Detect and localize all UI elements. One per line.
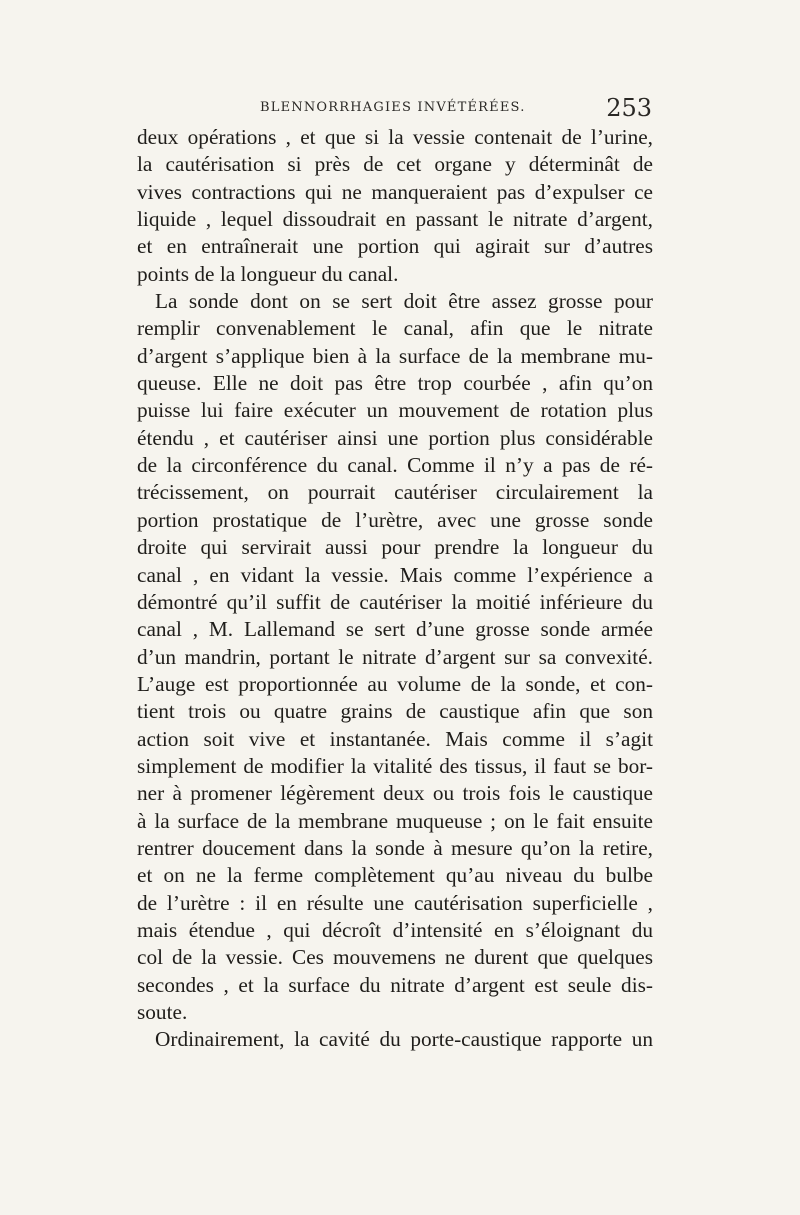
text-line: liquide , lequel dissoudrait en passant le nitrate d’argent,: [137, 207, 653, 232]
text-line: mais étendue , qui décroît d’intensité en s’éloignant du: [137, 917, 653, 942]
text-line: canal , en vidant la vessie. Mais comme l’expérience a: [137, 562, 653, 587]
text-line: canal , M. Lallemand se sert d’une grosse sonde armée: [137, 617, 653, 642]
text-line: la cautérisation si près de cet organe y déterminât de: [137, 152, 653, 177]
text-line: points de la longueur du canal.: [137, 261, 399, 286]
text-line: et en entraînerait une portion qui agirait sur d’autres: [137, 234, 653, 259]
text-line: de la circonférence du canal. Comme il n’y a pas de ré-: [137, 453, 653, 478]
text-line: trécissement, on pourrait cautériser circulairement la: [137, 480, 653, 505]
text-line: rentrer doucement dans la sonde à mesure qu’on la retire,: [137, 835, 653, 860]
text-line: remplir convenablement le canal, afin que le nitrate: [137, 316, 653, 341]
page-number: 253: [606, 94, 652, 122]
text-line: puisse lui faire exécuter un mouvement de rotation plus: [137, 398, 653, 423]
text-line: d’argent s’applique bien à la surface de la membrane mu-: [137, 343, 653, 368]
text-line: soute.: [137, 1000, 188, 1024]
running-head: BLENNORRHAGIES INVÉTÉRÉES.: [260, 100, 526, 115]
text-line: ner à promener légèrement deux ou trois fois le caustique: [137, 781, 653, 806]
paragraph-start-line: La sonde dont on se sert doit être assez grosse pour: [155, 289, 653, 314]
text-line: démontré qu’il suffit de cautériser la moitié inférieure du: [137, 589, 653, 614]
page-header: [140, 94, 660, 124]
text-line: et on ne la ferme complètement qu’au niveau du bulbe: [137, 863, 653, 888]
text-line: deux opérations , et que si la vessie contenait de l’urine,: [137, 125, 653, 149]
text-line: à la surface de la membrane muqueuse ; on le fait ensuite: [137, 808, 653, 833]
text-line: col de la vessie. Ces mouvemens ne durent que quelques: [137, 945, 653, 970]
text-line: portion prostatique de l’urètre, avec une grosse sonde: [137, 507, 653, 532]
paragraph-start-line: Ordinairement, la cavité du porte-caustique rapporte un: [155, 1027, 653, 1052]
text-line: d’un mandrin, portant le nitrate d’argent sur sa convexité.: [137, 644, 653, 669]
text-line: étendu , et cautériser ainsi une portion plus considérable: [137, 425, 653, 450]
text-line: L’auge est proportionnée au volume de la sonde, et con-: [137, 671, 653, 696]
text-line: vives contractions qui ne manqueraient pas d’expulser ce: [137, 179, 653, 204]
text-line: secondes , et la surface du nitrate d’argent est seule dis-: [137, 972, 653, 997]
text-line: simplement de modifier la vitalité des tissus, il faut se bor-: [137, 753, 653, 778]
text-line: droite qui servirait aussi pour prendre la longueur du: [137, 535, 653, 560]
body-text: [137, 124, 653, 1054]
text-line: tient trois ou quatre grains de caustique afin que son: [137, 699, 653, 724]
text-line: queuse. Elle ne doit pas être trop courbée , afin qu’on: [137, 371, 653, 396]
text-line: action soit vive et instantanée. Mais comme il s’agit: [137, 726, 653, 751]
text-line: de l’urètre : il en résulte une cautérisation superficielle ,: [137, 890, 653, 915]
